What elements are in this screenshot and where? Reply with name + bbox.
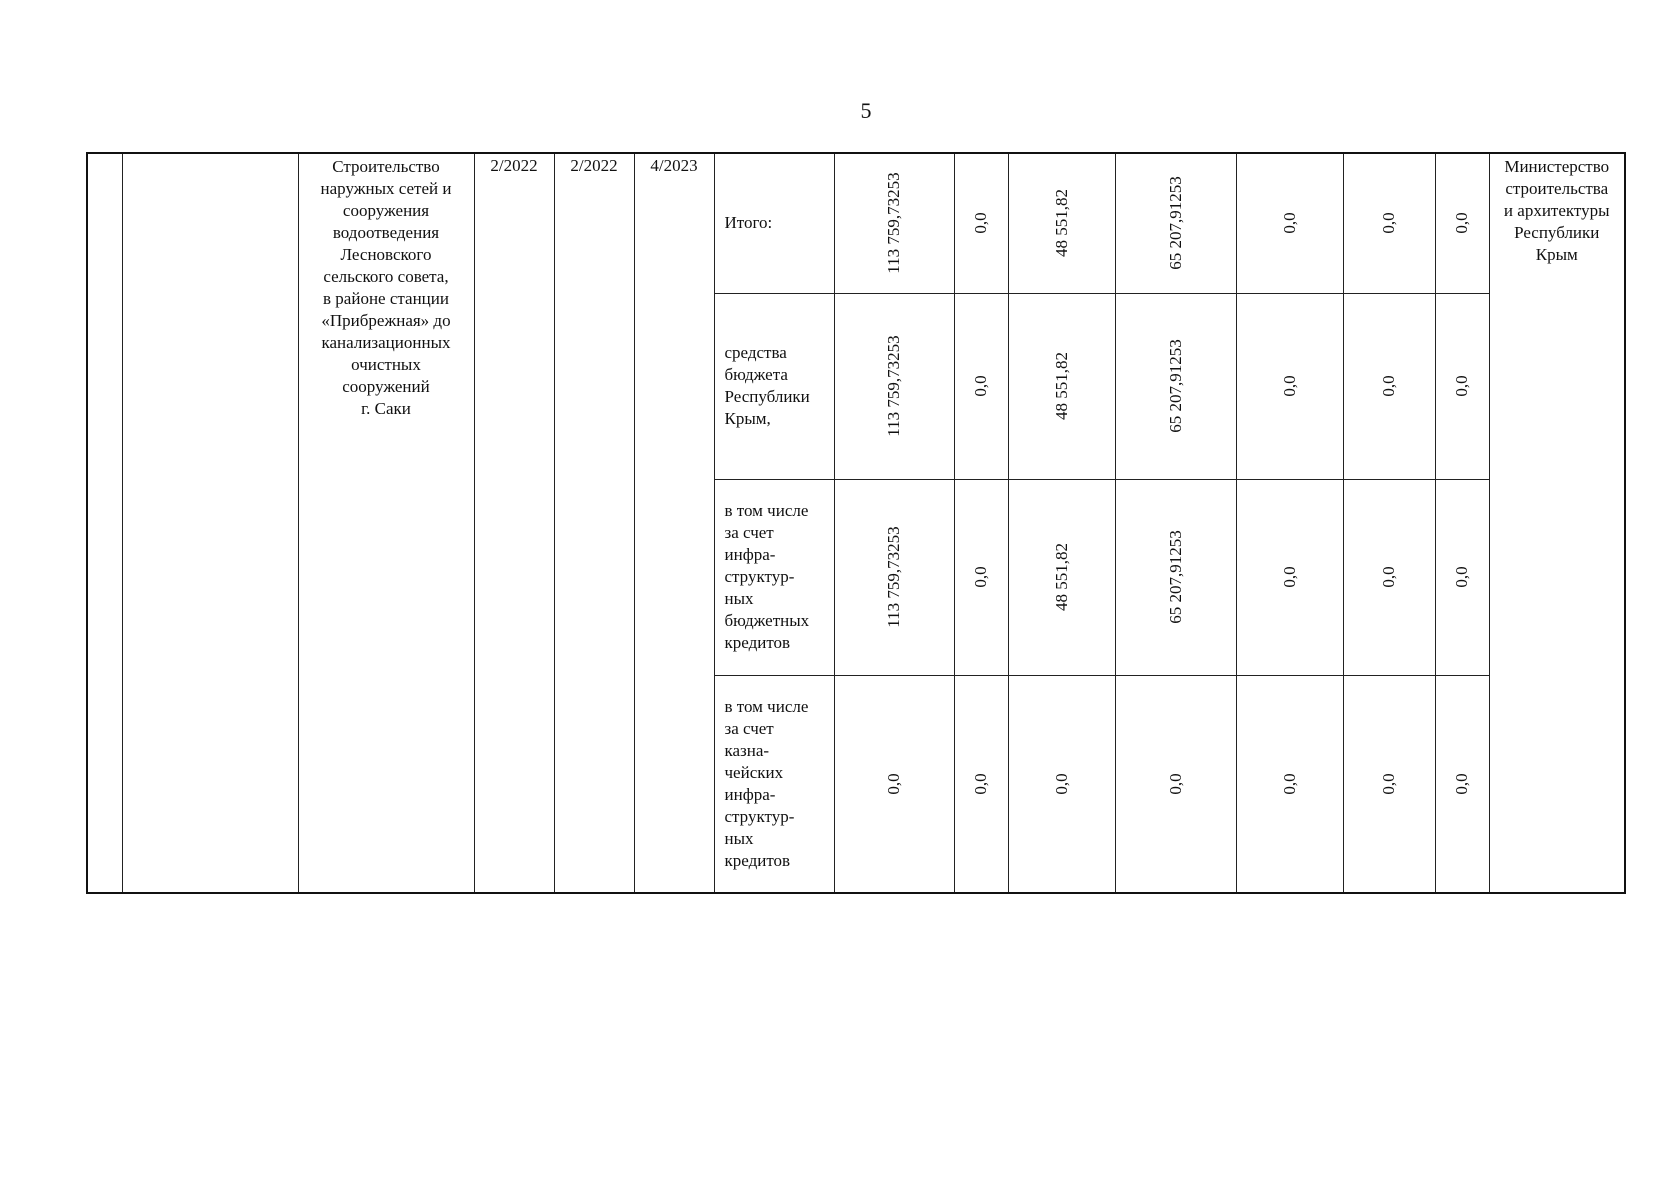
value-cell: 0,0 xyxy=(1236,675,1343,893)
object-name: Строительство наружных сетей и сооружения водоотведения Лесновского сельского совета, в районе станции «Прибрежная» до канализационных очистных сооружений г. Саки xyxy=(320,157,452,418)
date-cell-2: 2/2022 xyxy=(554,153,634,893)
value-cell: 0,0 xyxy=(1343,153,1435,293)
value-cell: 0,0 xyxy=(1435,675,1489,893)
page-number: 5 xyxy=(860,98,872,123)
value-cell: 0,0 xyxy=(954,675,1008,893)
value-cell: 0,0 xyxy=(1435,153,1489,293)
value-cell: 0,0 xyxy=(954,293,1008,479)
value-cell: 48 551,82 xyxy=(1008,293,1115,479)
value-cell: 0,0 xyxy=(1343,675,1435,893)
value-cell: 0,0 xyxy=(1435,479,1489,675)
date-cell-1: 2/2022 xyxy=(474,153,554,893)
value-cell: 0,0 xyxy=(834,675,954,893)
source-label-cell: в том числе за счет инфра- структур- ных бюджетных кредитов xyxy=(714,479,834,675)
value-cell: 113 759,73253 xyxy=(834,153,954,293)
value-cell: 0,0 xyxy=(1435,293,1489,479)
financing-table xyxy=(86,152,1626,894)
value-cell: 0,0 xyxy=(1236,479,1343,675)
source-label-cell: средства бюджета Республики Крым, xyxy=(714,293,834,479)
value-cell: 0,0 xyxy=(954,153,1008,293)
value-cell: 48 551,82 xyxy=(1008,479,1115,675)
value-cell: 0,0 xyxy=(1343,293,1435,479)
source-label-cell: в том числе за счет казна- чейских инфра- структур- ных кредитов xyxy=(714,675,834,893)
value-cell: 0,0 xyxy=(1343,479,1435,675)
value-cell: 0,0 xyxy=(1236,293,1343,479)
measure-cell xyxy=(122,153,298,893)
row-number-cell xyxy=(87,153,122,893)
value-cell: 65 207,91253 xyxy=(1115,293,1236,479)
value-cell: 113 759,73253 xyxy=(834,479,954,675)
object-name-cell xyxy=(298,153,474,893)
value-cell: 0,0 xyxy=(1008,675,1115,893)
table-row xyxy=(87,153,1625,293)
source-label-cell: Итого: xyxy=(714,153,834,293)
value-cell: 0,0 xyxy=(1236,153,1343,293)
date-cell-3: 4/2023 xyxy=(634,153,714,893)
value-cell: 48 551,82 xyxy=(1008,153,1115,293)
value-cell: 0,0 xyxy=(1115,675,1236,893)
value-cell: 65 207,91253 xyxy=(1115,479,1236,675)
value-cell: 113 759,73253 xyxy=(834,293,954,479)
executor-name: Министерство строительства и архитектуры Республики Крым xyxy=(1503,157,1610,264)
value-cell: 65 207,91253 xyxy=(1115,153,1236,293)
executor-cell xyxy=(1489,153,1625,893)
value-cell: 0,0 xyxy=(954,479,1008,675)
